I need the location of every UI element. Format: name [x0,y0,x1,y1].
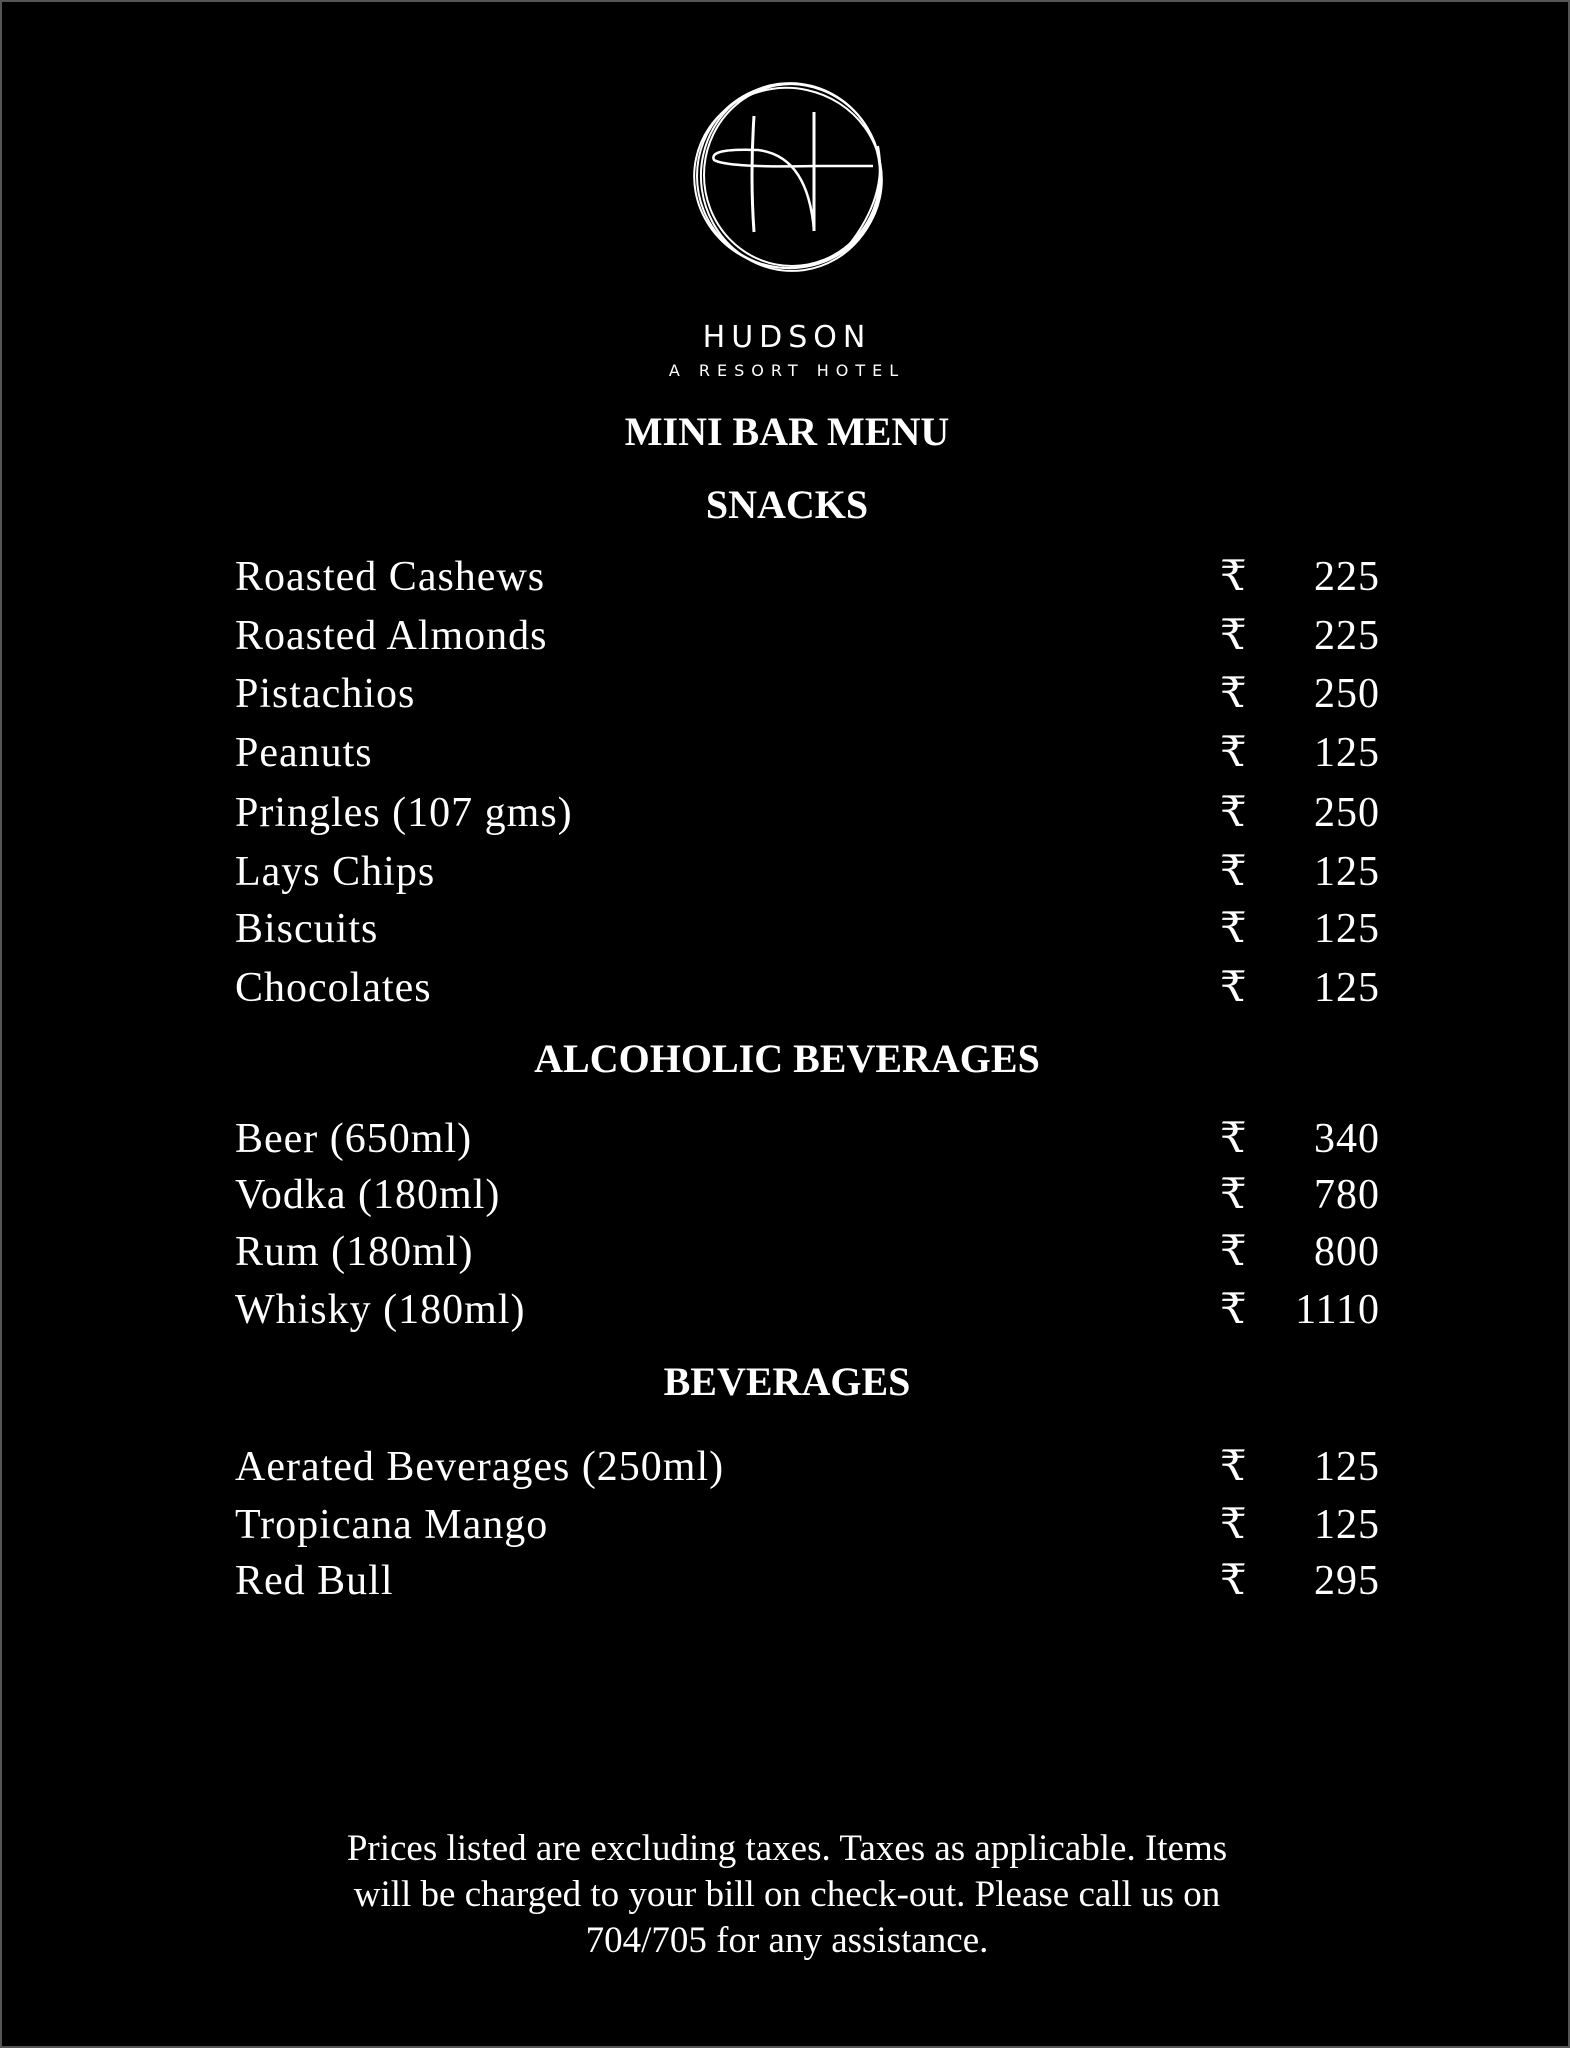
menu-item-name: Vodka (180ml) [235,1172,501,1218]
footer-line: will be charged to your bill on check-out. Please call us on [353,1874,1221,1915]
menu-item-name: Peanuts [235,730,373,776]
section-heading-snacks: SNACKS [705,482,869,527]
menu-item-name: Red Bull [235,1558,394,1604]
menu-item-price: 250 [1314,671,1380,717]
menu-item-name: Whisky (180ml) [235,1287,526,1333]
menu-item [235,1558,1380,1604]
menu-title: MINI BAR MENU [624,409,950,454]
menu-item-price: 225 [1314,613,1380,659]
rupee-icon: ₹ [1220,1444,1247,1490]
menu-item-price: 125 [1314,730,1380,776]
menu-item [235,906,1380,952]
menu-item-price: 225 [1314,554,1380,600]
menu-item-price: 800 [1314,1229,1380,1275]
menu-item [235,554,1380,600]
menu-item [235,1287,1380,1333]
menu-item-price: 125 [1314,849,1380,895]
section-heading-alcoholic-beverages: ALCOHOLIC BEVERAGES [534,1036,1040,1081]
rupee-icon: ₹ [1220,671,1247,717]
menu-item [235,671,1380,717]
menu-item [235,1172,1380,1218]
brand-tagline: A RESORT HOTEL [668,361,906,380]
rupee-icon: ₹ [1220,730,1247,776]
menu-item-price: 250 [1314,790,1380,836]
rupee-icon: ₹ [1220,790,1247,836]
menu-item-name: Aerated Beverages (250ml) [235,1444,725,1490]
menu-item [235,1502,1380,1548]
menu-item-name: Biscuits [235,906,379,952]
menu-item-name: Chocolates [235,965,432,1011]
menu-item-name: Rum (180ml) [235,1229,474,1275]
menu-item [235,1444,1380,1490]
section-heading-beverages: BEVERAGES [663,1359,911,1404]
menu-item-name: Beer (650ml) [235,1116,473,1162]
menu-item-name: Tropicana Mango [235,1502,549,1548]
rupee-icon: ₹ [1220,906,1247,952]
menu-item-price: 295 [1314,1558,1380,1604]
menu-item-price: 125 [1314,1444,1380,1490]
menu-item [235,1116,1380,1162]
rupee-icon: ₹ [1220,554,1247,600]
menu-item [235,849,1380,895]
menu-item [235,1229,1380,1275]
rupee-icon: ₹ [1220,1116,1247,1162]
rupee-icon: ₹ [1220,1229,1247,1275]
menu-item-name: Roasted Almonds [235,613,548,659]
menu-item-name: Roasted Cashews [235,554,546,600]
menu-item-price: 125 [1314,965,1380,1011]
menu-item [235,730,1380,776]
menu-item-price: 340 [1314,1116,1380,1162]
menu-item [235,613,1380,659]
menu-item-price: 125 [1314,906,1380,952]
menu-item-price: 1110 [1295,1287,1380,1333]
menu-item-name: Lays Chips [235,849,436,895]
menu-item-price: 125 [1314,1502,1380,1548]
rupee-icon: ₹ [1220,1172,1247,1218]
rupee-icon: ₹ [1220,1287,1247,1333]
menu-item [235,790,1380,836]
menu-item-price: 780 [1314,1172,1380,1218]
brand-name: HUDSON [702,320,872,355]
hudson-logo-icon [688,76,898,276]
menu-item [235,965,1380,1011]
rupee-icon: ₹ [1220,613,1247,659]
footer-line: 704/705 for any assistance. [585,1920,989,1961]
rupee-icon: ₹ [1220,965,1247,1011]
rupee-icon: ₹ [1220,1558,1247,1604]
menu-item-name: Pistachios [235,671,416,717]
rupee-icon: ₹ [1220,1502,1247,1548]
rupee-icon: ₹ [1220,849,1247,895]
footer-line: Prices listed are excluding taxes. Taxes as applicable. Items [346,1828,1228,1869]
footer-note [2,1826,1570,1964]
menu-item-name: Pringles (107 gms) [235,790,573,836]
